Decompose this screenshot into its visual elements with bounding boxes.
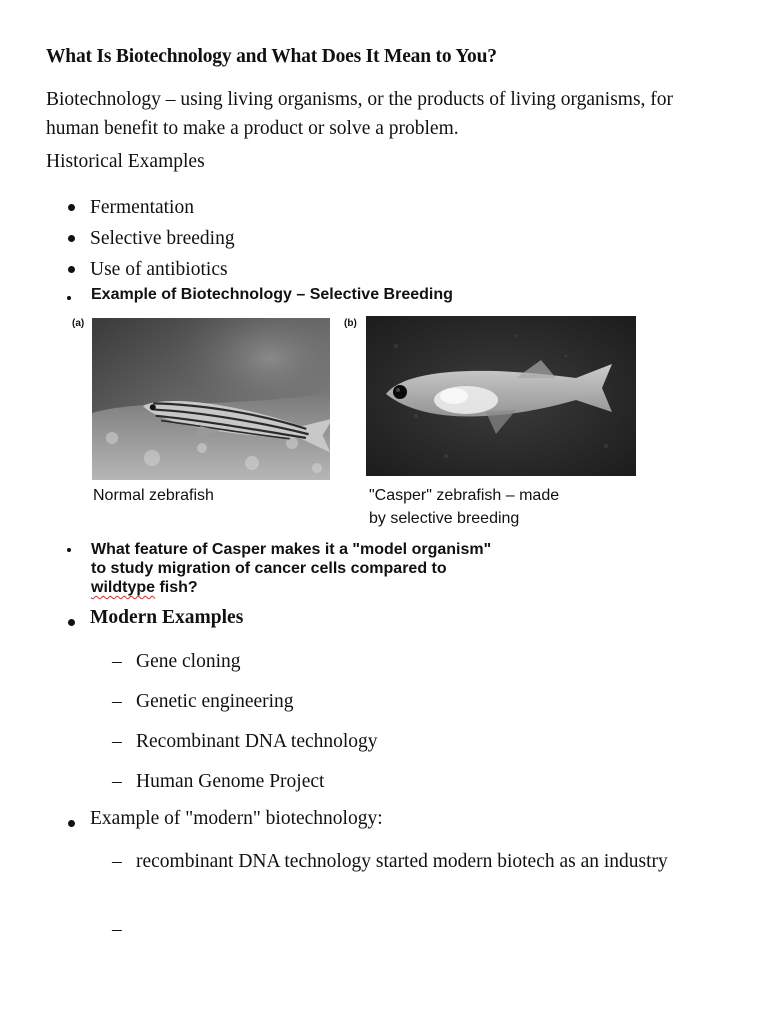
bullet-icon (68, 204, 75, 211)
dash-icon: – (112, 771, 122, 792)
bullet-icon (67, 548, 71, 552)
caption-normal-zebrafish: Normal zebrafish (93, 487, 214, 504)
zebrafish-photo (92, 318, 330, 480)
bullet-icon (68, 820, 75, 827)
bullet-icon (68, 266, 75, 273)
historical-heading: Historical Examples (46, 151, 205, 172)
question-line: What feature of Casper makes it a "model organism" (91, 541, 492, 558)
caption-casper-line2: by selective breeding (369, 510, 520, 527)
panel-b-label: (b) (344, 318, 357, 329)
list-item: – Recombinant DNA technology (136, 728, 378, 756)
definition-paragraph: Biotechnology – using living organisms, or the products of living organisms, for human benefit to make a product or solve a problem. (46, 89, 674, 139)
bullet-icon (67, 296, 71, 300)
casper-zebrafish-image (366, 316, 636, 476)
bullet-icon (68, 235, 75, 242)
list-item: Use of antibiotics (90, 254, 235, 285)
casper-fish-photo (366, 316, 636, 476)
question-line: to study migration of cancer cells compared to (91, 560, 447, 577)
list-item: – recombinant DNA technology started modern biotech as an industry (136, 848, 696, 876)
example-modern-heading: Example of "modern" biotechnology: (90, 808, 383, 829)
panel-a-label: (a) (72, 318, 85, 329)
dash-icon: – (112, 731, 122, 752)
historical-examples-list (90, 192, 235, 285)
question-line: wildtype fish? (91, 579, 198, 596)
spellcheck-word: wildtype (91, 579, 156, 596)
dash-icon: – (112, 851, 122, 872)
page-title: What Is Biotechnology and What Does It Mean to You? (46, 46, 497, 67)
dash-icon: – (112, 691, 122, 712)
list-item: – Genetic engineering (136, 688, 294, 716)
question-text (91, 540, 651, 597)
bullet-icon (68, 619, 75, 626)
dash-icon: – (112, 651, 122, 672)
dash-icon: – (112, 919, 122, 940)
caption-casper-line1: "Casper" zebrafish – made (369, 487, 560, 504)
modern-heading: Modern Examples (90, 607, 244, 628)
normal-zebrafish-image (92, 318, 330, 480)
list-item: Fermentation (90, 192, 235, 223)
list-item: – Human Genome Project (136, 768, 324, 796)
list-item: Selective breeding (90, 223, 235, 254)
figure-heading: Example of Biotechnology – Selective Breeding (91, 286, 453, 303)
list-item: – Gene cloning (136, 648, 241, 676)
